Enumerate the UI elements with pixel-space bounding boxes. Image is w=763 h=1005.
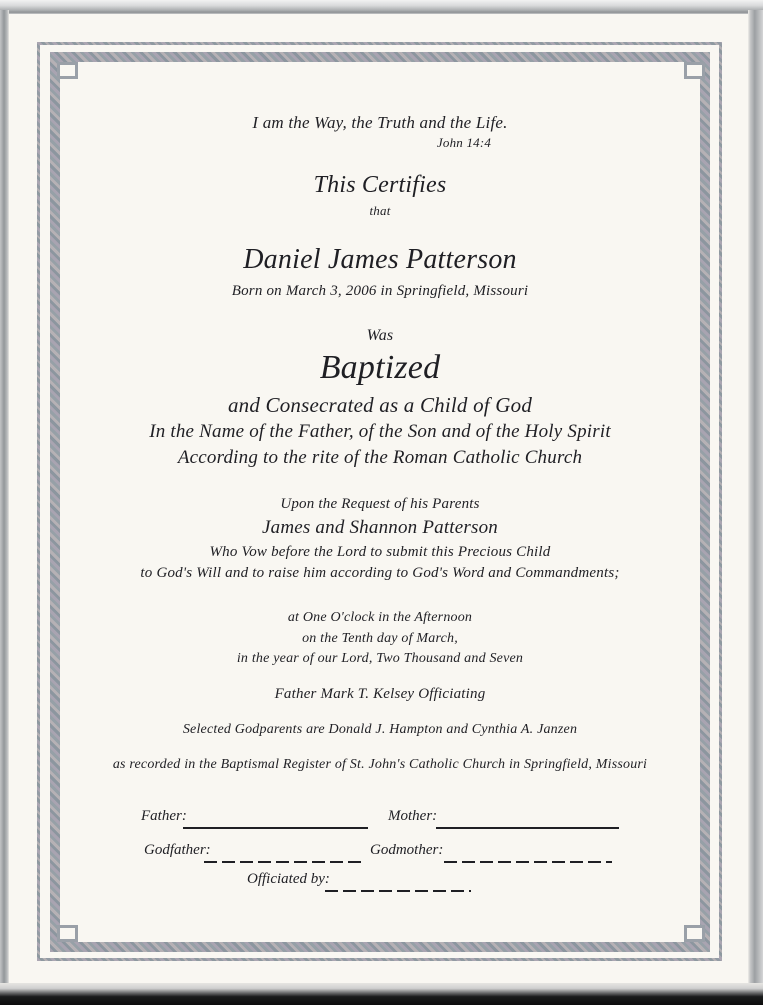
child-name: Daniel James Patterson (243, 244, 517, 275)
scan-edge-right (748, 10, 763, 985)
vow-line-2: to God's Will and to raise him according to God's Word and Commandments; (140, 565, 620, 581)
certifies-heading: This Certifies (313, 172, 447, 198)
day-line: on the Tenth day of March, (302, 631, 458, 646)
that-label: that (369, 203, 391, 218)
godmother-signature-label: Godmother: (370, 842, 444, 858)
scan-edge-top (0, 0, 763, 14)
father-signature-label: Father: (141, 808, 187, 824)
godfather-signature-line (204, 861, 366, 863)
in-the-name-line: In the Name of the Father, of the Son and of the Holy Spirit (149, 421, 611, 442)
mother-signature-line (436, 827, 619, 829)
was-label: Was (366, 327, 394, 344)
baptized-heading: Baptized (319, 349, 441, 386)
godmother-signature-line (444, 861, 612, 863)
border-corner-interlock-bottom-left (57, 925, 78, 942)
godfather-signature-label: Godfather: (144, 842, 211, 858)
godparents-line: Selected Godparents are Donald J. Hampton and Cynthia A. Janzen (182, 722, 578, 737)
border-corner-interlock-top-left (57, 62, 78, 79)
according-line: According to the rite of the Roman Catholic Church (177, 447, 583, 468)
scan-edge-left (0, 10, 9, 985)
time-line: at One O'clock in the Afternoon (287, 610, 473, 625)
border-corner-interlock-bottom-right (684, 925, 705, 942)
birth-line: Born on March 3, 2006 in Springfield, Missouri (231, 283, 529, 299)
officiated-by-label: Officiated by: (247, 871, 330, 887)
officiant-line: Father Mark T. Kelsey Officiating (274, 686, 486, 702)
year-line: in the year of our Lord, Two Thousand and Seven (236, 651, 524, 666)
father-signature-line (183, 827, 368, 829)
parents-names: James and Shannon Patterson (261, 517, 499, 538)
register-line: as recorded in the Baptismal Register of St. John's Catholic Church in Springfield, Missouri (112, 757, 648, 772)
vow-line-1: Who Vow before the Lord to submit this Precious Child (209, 544, 551, 560)
mother-signature-label: Mother: (388, 808, 438, 824)
scripture-verse: I am the Way, the Truth and the Life. (252, 113, 508, 132)
scripture-reference: John 14:4 (436, 135, 492, 150)
officiated-by-signature-line (325, 890, 471, 892)
border-corner-interlock-top-right (684, 62, 705, 79)
consecrated-line: and Consecrated as a Child of God (227, 393, 533, 417)
request-line: Upon the Request of his Parents (280, 496, 480, 512)
scan-edge-bottom (0, 983, 763, 1005)
